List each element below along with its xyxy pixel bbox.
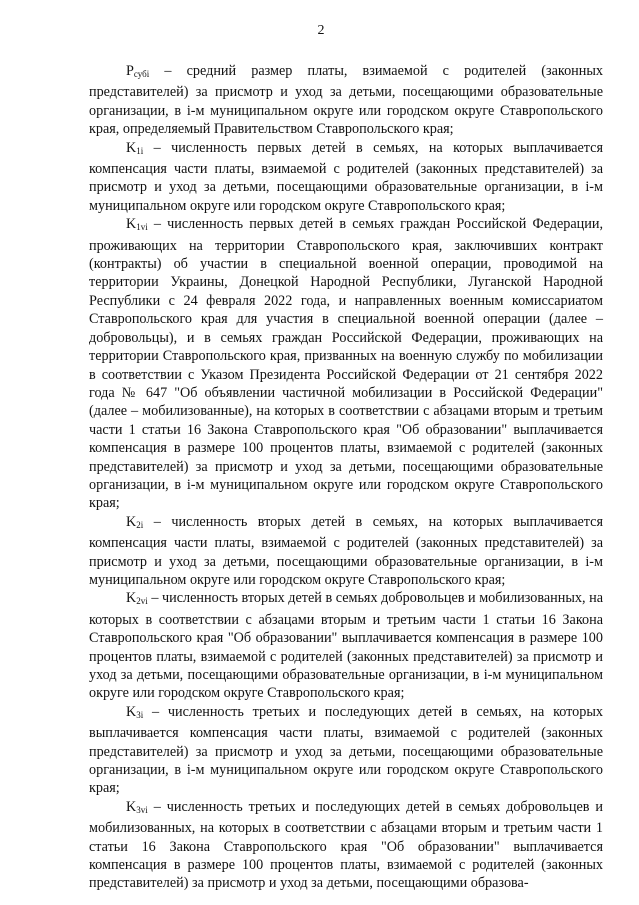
formula-symbol: K [126, 139, 137, 156]
definition-text: – численность третьих и последующих детей в семьях, на которых выплачивается компенсация части платы, взимаемой с родителей (законных представителей) за присмотр и уход за детьми, посещающими образовательные организации, в i-м муниципальном округе или городском округе Ставропольского края; [89, 703, 603, 797]
definition-text: – численность вторых детей в семьях добровольцев и мобилизованных, на которых в соответствии с абзацами вторым и третьим части 1 статьи 16 Закона Ставропольского края "Об образовании" выплачивается компенсация в размере 100 процентов платы, взимаемой с родителей (законных представителей) за присмотр и уход за детьми, посещающими образовательные организации, в i-м муниципальном округе или городском округе Ставропольского края; [89, 590, 603, 702]
definition-k1v [89, 215, 603, 513]
definition-text: – численность первых детей в семьях граждан Российской Федерации, проживающих на территории Ставропольского края, заключивших контракт (контракты) об участии в специальной военной операции, проводимой на территории Украины, Донецкой Народной Республики, Луганской Народной Республики с 24 февраля 2022 года, и направленных военным комиссариатом Ставропольского края для участия в специальной военной операции (далее – добровольцы), и в семьях граждан Российской Федерации, проживающих на территории Ставропольского края, призванных на военную службу по мобилизации в соответствии с Указом Президента Российской Федерации от 21 сентября 2022 года № 647 "Об объявлении частичной мобилизации в Российской Федерации" (далее – мобилизованные), на которых в соответствии с абзацами вторым и третьим части 1 статьи 16 Закона Ставропольского края "Об образовании" выплачивается компенсация в размере 100 процентов платы, взимаемой с родителей (законных представителей) за присмотр и уход за детьми, посещающими образовательные организации, в i-м муниципальном округе или городском округе Ставропольского края; [89, 216, 603, 512]
definition-k3 [89, 703, 603, 798]
definition-k2 [89, 513, 603, 590]
formula-symbol: K [126, 798, 137, 815]
formula-subscript: 2vi [136, 596, 148, 607]
formula-subscript: субi [133, 69, 150, 79]
formula-symbol: K [126, 703, 137, 720]
formula-subscript: 1i [136, 145, 144, 156]
definition-k1 [89, 139, 603, 216]
formula-subscript: 2i [136, 519, 144, 530]
formula-symbol: K [126, 216, 137, 233]
formula-subscript: 1vi [136, 222, 148, 233]
formula-subscript: 3vi [136, 804, 148, 815]
definition-k3v [89, 798, 603, 893]
formula-symbol: K [126, 590, 137, 607]
definition-text: – средний размер платы, взимаемой с родителей (законных представителей) за присмотр и уход за детьми, посещающими образовательные организации, в i-м муниципальном округе или городском округе Ставропольского края, определяемый Правительством Ставропольского края; [89, 63, 603, 138]
formula-subscript: 3i [136, 709, 144, 720]
definition-text: – численность первых детей в семьях, на которых выплачивается компенсация части платы, взимаемой с родителей (законных представителей) за присмотр и уход за детьми, посещающими образовательные организации, в i-м муниципальном округе или городском округе Ставропольского края; [89, 139, 603, 214]
definition-p-sub [89, 62, 603, 139]
page-number: 2 [317, 23, 325, 38]
definition-text: – численность вторых детей в семьях, на которых выплачивается компенсация части платы, взимаемой с родителей (законных представителей) за присмотр и уход за детьми, посещающими образовательные организации, в i-м муниципальном округе или городском округе Ставропольского края; [89, 513, 603, 588]
formula-symbol: K [126, 513, 137, 530]
definition-text: – численность третьих и последующих детей в семьях добровольцев и мобилизованных, на которых в соответствии с абзацами вторым и третьим части 1 статьи 16 Закона Ставропольского края "Об образовании" выплачивается компенсация в размере 100 процентов платы, взимаемой с родителей (законных представителей) за присмотр и уход за детьми, посещающими образова- [89, 798, 603, 892]
definition-k2v [89, 589, 603, 702]
formula-symbol: P [126, 63, 134, 79]
